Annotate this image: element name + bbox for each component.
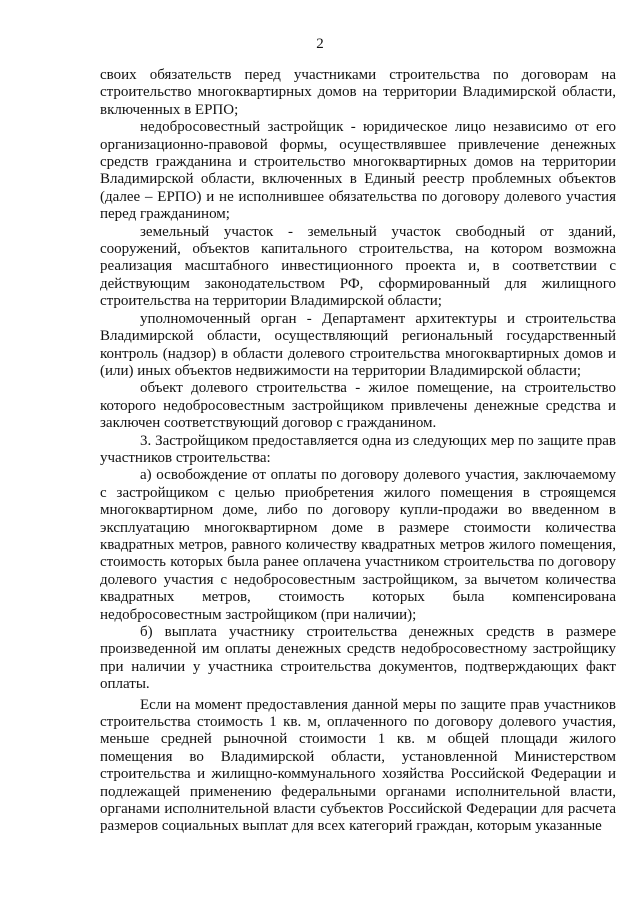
page-number: 2 (316, 36, 324, 52)
paragraph: б) выплата участнику строительства денежных средств в размере произведенной им оплаты денежных средств недобросовестному застройщику при наличии у участника строительства документов, подтверждающих факт оплаты. (100, 624, 616, 693)
paragraph: 3. Застройщиком предоставляется одна из следующих мер по защите прав участников строительства: (100, 432, 616, 466)
paragraph: объект долевого строительства - жилое помещение, на строительство которого недобросовестным застройщиком привлечены денежные средства и заключен соответствующий договор с гражданином. (100, 380, 616, 432)
paragraph: Если на момент предоставления данной меры по защите прав участников строительства стоимость 1 кв. м, оплаченного по договору долевого участия, меньше средней рыночной стоимости 1 кв. м общей площади жилого помещения во Владимирской области, установленной Министерством строительства и жилищно-коммунального хозяйства Российской Федерации и подлежащей применению федеральными органами исполнительной власти, органами исполнительной власти субъектов Российской Федерации для расчета размеров социальных выплат для всех категорий граждан, которым указанные (100, 696, 616, 835)
paragraph: недобросовестный застройщик - юридическое лицо независимо от его организационно-правовой формы, осуществлявшее привлечение денежных средств гражданина и строительство многоквартирных домов на территории Владимирской области, включенных в Единый реестр проблемных объектов (далее – ЕРПО) и не исполнившее обязательства по договору долевого участия перед гражданином; (100, 119, 616, 223)
paragraph: земельный участок - земельный участок свободный от зданий, сооружений, объектов капитального строительства, на котором возможна реализация масштабного инвестиционного проекта и, в соответствии с действующим законодательством РФ, сформированный для жилищного строительства на территории Владимирской области; (100, 223, 616, 310)
paragraph: своих обязательств перед участниками строительства по договорам на строительство многоквартирных домов на территории Владимирской области, включенных в ЕРПО; (100, 67, 616, 118)
paragraph: уполномоченный орган - Департамент архитектуры и строительства Владимирской области, осуществляющий региональный государственный контроль (надзор) в области долевого строительства многоквартирных домов и (или) иных объектов недвижимости на территории Владимирской области; (100, 310, 616, 379)
paragraph: а) освобождение от оплаты по договору долевого участия, заключаемому с застройщиком с целью приобретения жилого помещения в строящемся многоквартирном доме, либо по договору купли-продажи во введенном в эксплуатацию многоквартирном доме в размере стоимости количества квадратных метров, равного количеству квадратных метров жилого помещения, стоимость которых была ранее оплачена участником строительства по договору долевого участия с недобросовестным застройщиком, за вычетом количества квадратных метров, стоимость которых была компенсирована недобросовестным застройщиком (при наличии); (100, 467, 616, 623)
document-body (100, 67, 616, 836)
